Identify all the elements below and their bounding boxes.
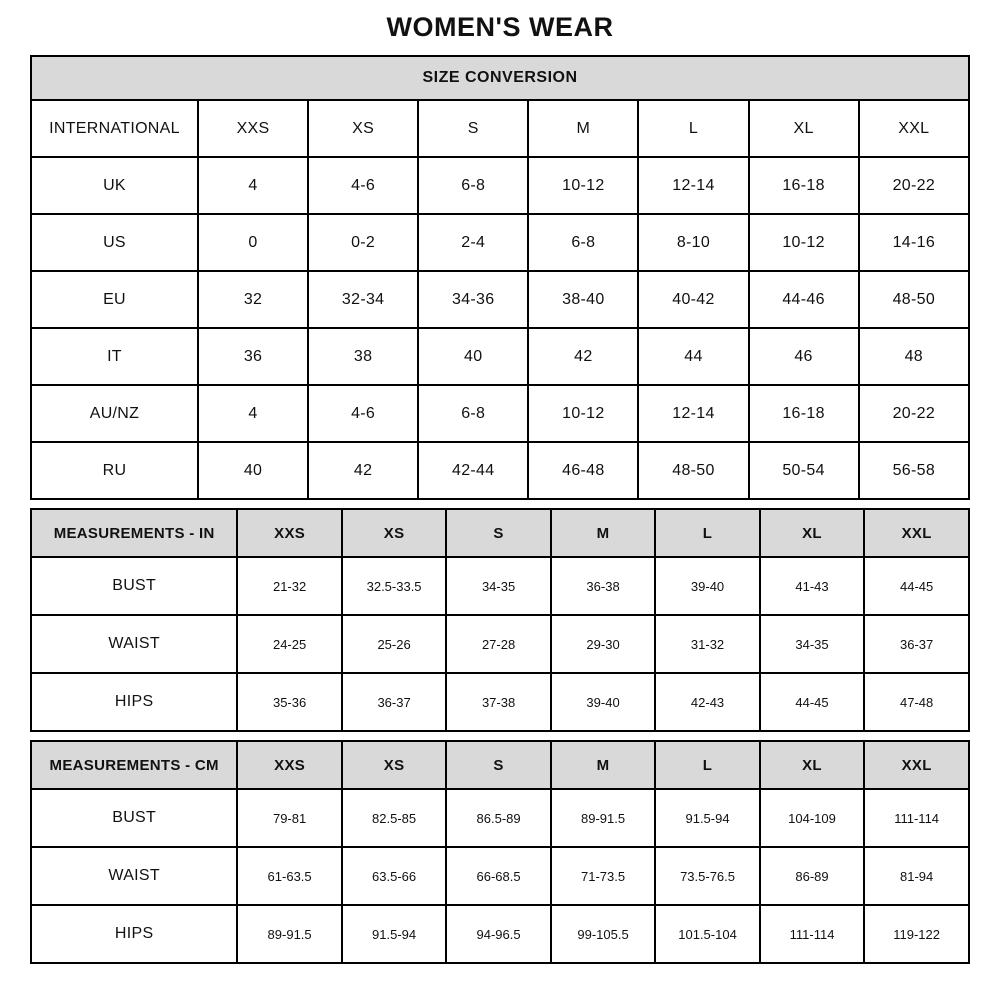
table-cell: 21-32: [237, 557, 341, 615]
table-title-cell: MEASUREMENTS - CM: [31, 741, 237, 789]
table-cell: XS: [308, 100, 418, 157]
table-cell: 40-42: [638, 271, 748, 328]
table-cell: 111-114: [864, 789, 969, 847]
table-cell: 4: [198, 157, 308, 214]
table-cell: 34-35: [760, 615, 864, 673]
page-title: WOMEN'S WEAR: [386, 12, 614, 42]
table-cell: 6-8: [528, 214, 638, 271]
table-cell: 44: [638, 328, 748, 385]
table-cell: 94-96.5: [446, 905, 550, 963]
row-label: AU/NZ: [31, 385, 198, 442]
table-cell: 34-35: [446, 557, 550, 615]
table-row: [31, 157, 969, 214]
table-cell: 91.5-94: [342, 905, 446, 963]
measurements-cm-table: [30, 740, 970, 964]
row-label: WAIST: [31, 615, 237, 673]
table-cell: 20-22: [859, 385, 969, 442]
row-label: IT: [31, 328, 198, 385]
table-cell: 104-109: [760, 789, 864, 847]
table-row: [31, 328, 969, 385]
column-header: L: [655, 741, 759, 789]
table-cell: 10-12: [528, 157, 638, 214]
row-label: RU: [31, 442, 198, 499]
table-row: [31, 673, 969, 731]
table-cell: 8-10: [638, 214, 748, 271]
table-cell: 39-40: [655, 557, 759, 615]
table-cell: 40: [418, 328, 528, 385]
table-title-cell: MEASUREMENTS - IN: [31, 509, 237, 557]
table-row: [31, 271, 969, 328]
table-cell: 48: [859, 328, 969, 385]
column-header: XXL: [864, 509, 969, 557]
table-cell: 4-6: [308, 385, 418, 442]
table-cell: 91.5-94: [655, 789, 759, 847]
table-cell: 89-91.5: [237, 905, 341, 963]
table-cell: 38: [308, 328, 418, 385]
column-header: S: [446, 741, 550, 789]
table-cell: 31-32: [655, 615, 759, 673]
row-label: WAIST: [31, 847, 237, 905]
row-label: INTERNATIONAL: [31, 100, 198, 157]
table-row: [31, 847, 969, 905]
table-cell: 82.5-85: [342, 789, 446, 847]
table-cell: 0-2: [308, 214, 418, 271]
table-cell: 32-34: [308, 271, 418, 328]
table-cell: 73.5-76.5: [655, 847, 759, 905]
table-cell: 37-38: [446, 673, 550, 731]
table-cell: 42-43: [655, 673, 759, 731]
table-cell: 42: [528, 328, 638, 385]
column-header: XXS: [237, 509, 341, 557]
table-cell: 89-91.5: [551, 789, 655, 847]
table-cell: 29-30: [551, 615, 655, 673]
table-cell: 48-50: [859, 271, 969, 328]
table-cell: 71-73.5: [551, 847, 655, 905]
table-cell: 36-38: [551, 557, 655, 615]
column-header: XL: [760, 509, 864, 557]
table-cell: 16-18: [749, 157, 859, 214]
row-label: EU: [31, 271, 198, 328]
table-cell: 66-68.5: [446, 847, 550, 905]
table-cell: 44-45: [760, 673, 864, 731]
table-header-row: [31, 741, 969, 789]
table-cell: 46: [749, 328, 859, 385]
table-cell: 6-8: [418, 385, 528, 442]
table-cell: 14-16: [859, 214, 969, 271]
table-cell: 47-48: [864, 673, 969, 731]
column-header: L: [655, 509, 759, 557]
column-header: XS: [342, 741, 446, 789]
table-cell: 50-54: [749, 442, 859, 499]
measurements-in-table: [30, 508, 970, 732]
table-cell: 119-122: [864, 905, 969, 963]
table-row: [31, 905, 969, 963]
table-cell: S: [418, 100, 528, 157]
table-banner: SIZE CONVERSION: [31, 56, 969, 100]
table-cell: 16-18: [749, 385, 859, 442]
table-cell: 81-94: [864, 847, 969, 905]
table-cell: 36: [198, 328, 308, 385]
table-cell: 63.5-66: [342, 847, 446, 905]
table-cell: 46-48: [528, 442, 638, 499]
table-cell: 6-8: [418, 157, 528, 214]
table-cell: 35-36: [237, 673, 341, 731]
table-row: [31, 100, 969, 157]
table-banner-row: [31, 56, 969, 100]
table-cell: 36-37: [342, 673, 446, 731]
table-cell: 56-58: [859, 442, 969, 499]
table-cell: 0: [198, 214, 308, 271]
table-cell: M: [528, 100, 638, 157]
table-cell: 42-44: [418, 442, 528, 499]
table-row: [31, 615, 969, 673]
table-row: [31, 442, 969, 499]
table-cell: 42: [308, 442, 418, 499]
table-cell: XXS: [198, 100, 308, 157]
table-cell: 10-12: [528, 385, 638, 442]
row-label: UK: [31, 157, 198, 214]
table-cell: 40: [198, 442, 308, 499]
table-cell: L: [638, 100, 748, 157]
column-header: M: [551, 509, 655, 557]
table-row: [31, 385, 969, 442]
table-cell: 10-12: [749, 214, 859, 271]
table-cell: XXL: [859, 100, 969, 157]
table-cell: 27-28: [446, 615, 550, 673]
table-cell: 20-22: [859, 157, 969, 214]
table-cell: 36-37: [864, 615, 969, 673]
table-cell: 61-63.5: [237, 847, 341, 905]
column-header: XL: [760, 741, 864, 789]
column-header: S: [446, 509, 550, 557]
table-cell: 99-105.5: [551, 905, 655, 963]
table-cell: 86.5-89: [446, 789, 550, 847]
column-header: XXL: [864, 741, 969, 789]
table-row: [31, 214, 969, 271]
table-cell: 32.5-33.5: [342, 557, 446, 615]
table-cell: 34-36: [418, 271, 528, 328]
table-cell: 111-114: [760, 905, 864, 963]
table-cell: 79-81: [237, 789, 341, 847]
row-label: HIPS: [31, 905, 237, 963]
table-cell: 38-40: [528, 271, 638, 328]
table-cell: 4: [198, 385, 308, 442]
column-header: XXS: [237, 741, 341, 789]
row-label: BUST: [31, 557, 237, 615]
table-cell: 12-14: [638, 157, 748, 214]
table-cell: 44-45: [864, 557, 969, 615]
row-label: BUST: [31, 789, 237, 847]
row-label: HIPS: [31, 673, 237, 731]
table-cell: 41-43: [760, 557, 864, 615]
column-header: M: [551, 741, 655, 789]
table-cell: 101.5-104: [655, 905, 759, 963]
column-header: XS: [342, 509, 446, 557]
size-conversion-table: [30, 55, 970, 500]
table-cell: 25-26: [342, 615, 446, 673]
table-cell: 86-89: [760, 847, 864, 905]
table-cell: 48-50: [638, 442, 748, 499]
table-cell: 24-25: [237, 615, 341, 673]
table-cell: 39-40: [551, 673, 655, 731]
table-row: [31, 789, 969, 847]
table-cell: XL: [749, 100, 859, 157]
table-row: [31, 557, 969, 615]
table-cell: 12-14: [638, 385, 748, 442]
table-header-row: [31, 509, 969, 557]
table-cell: 4-6: [308, 157, 418, 214]
table-cell: 44-46: [749, 271, 859, 328]
row-label: US: [31, 214, 198, 271]
table-cell: 32: [198, 271, 308, 328]
table-cell: 2-4: [418, 214, 528, 271]
